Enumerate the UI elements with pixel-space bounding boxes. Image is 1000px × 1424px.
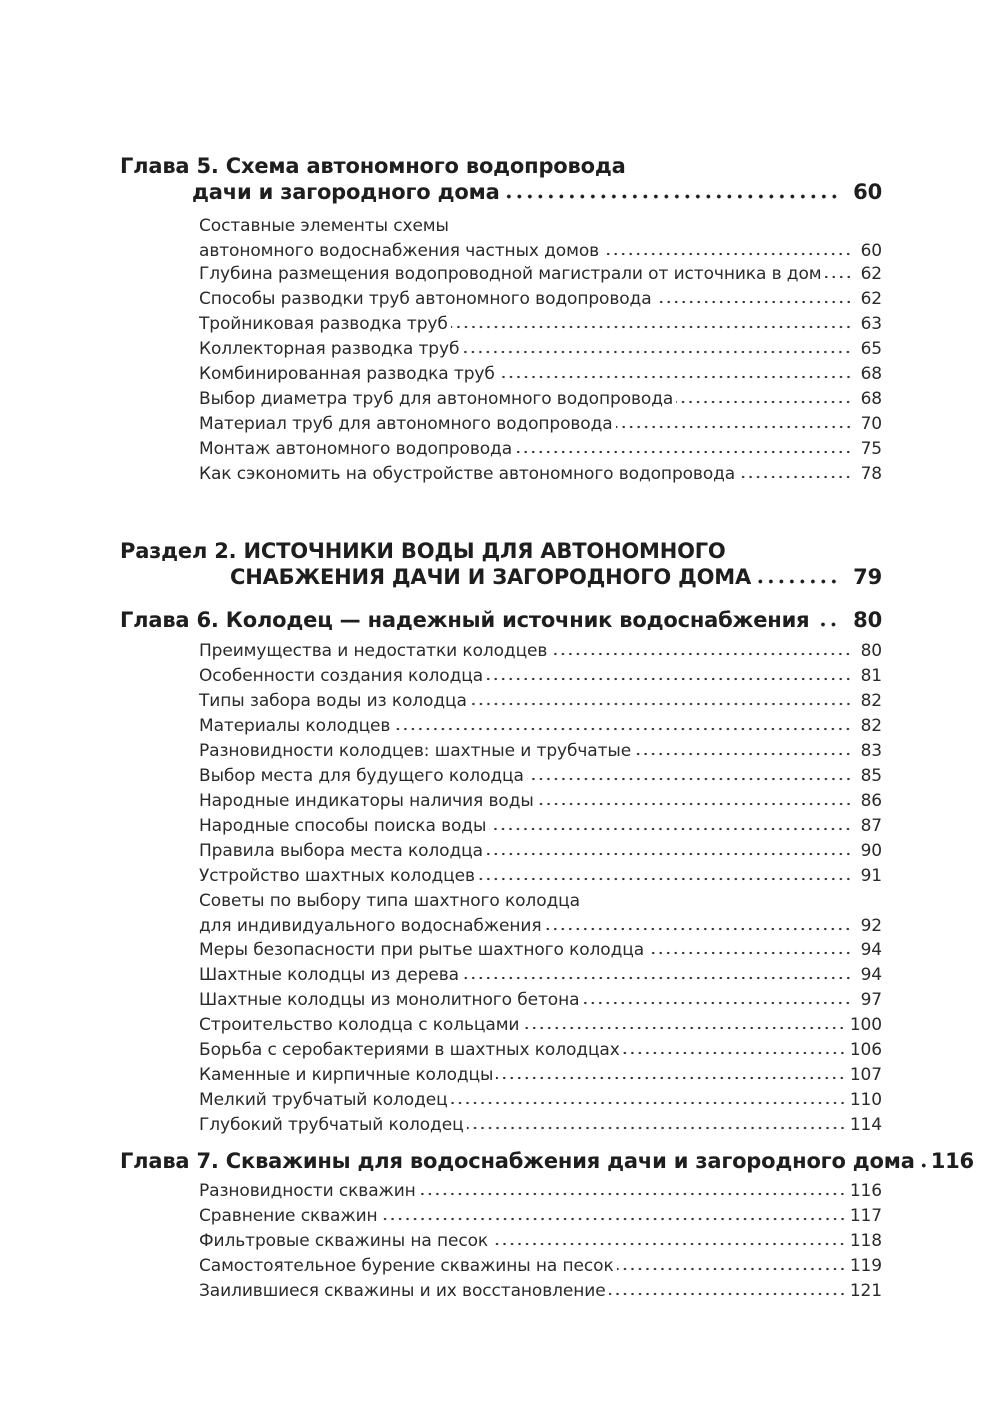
entry-page: 94 [860,940,882,960]
entry-title: Глубокий трубчатый колодец [199,1115,464,1135]
entry-page: 63 [860,314,882,334]
entry-page: 87 [860,816,882,836]
entry-title: Материалы колодцев [199,716,391,736]
toc-entry[interactable] [199,988,882,1013]
entry-page: 82 [860,691,882,711]
entry-page: 92 [860,916,882,936]
entry-title: Преимущества и недостатки колодцев [199,641,548,661]
section-2-title-line1: Раздел 2. ИСТОЧНИКИ ВОДЫ ДЛЯ АВТОНОМНОГО [120,539,726,563]
toc-entry[interactable] [199,1063,882,1088]
entry-title: Коллекторная разводка труб [199,339,460,359]
entry-page: 91 [860,866,882,886]
dot-leader [825,275,853,279]
entry-page: 107 [849,1065,882,1085]
entry-title: Глубина размещения водопроводной магистрали от источника в дом [199,264,822,284]
entry-title: Устройство шахтных колодцев [199,866,475,886]
toc-entry[interactable] [199,1013,882,1038]
dot-leader [462,976,852,980]
chapter-5-title-line2: дачи и загородного дома [192,180,500,204]
toc-entry[interactable] [199,262,882,287]
entry-title: Правила выбора места колодца [199,841,483,861]
dot-leader [467,1126,846,1130]
entry-page: 80 [860,641,882,661]
entry-page: 65 [860,339,882,359]
dot-leader [609,1292,846,1296]
entry-page: 60 [860,241,882,261]
chapter-5-title-line1: Глава 5. Схема автономного водопровода [120,154,626,178]
dot-leader [486,852,852,856]
toc-entry[interactable] [199,362,882,387]
entry-title: Каменные и кирпичные колодцы [199,1065,494,1085]
dot-leader [486,677,852,681]
dot-leader [470,702,852,706]
entry-title: Самостоятельное бурение скважины на песок [199,1256,614,1276]
toc-entry[interactable] [199,1113,882,1138]
toc-entry[interactable] [199,437,882,462]
entry-title: Выбор места для будущего колодца [199,766,524,786]
dot-leader [393,727,852,731]
entry-title: Меры безопасности при рытье шахтного колодца [199,940,645,960]
entry-title: Сравнение скважин [199,1206,378,1226]
dot-leader [582,1001,852,1005]
entry-page: 82 [860,716,882,736]
toc-entry[interactable] [199,664,882,689]
entry-title: Заилившиеся скважины и их восстановление [199,1281,606,1301]
section-2-page: 79 [853,565,882,589]
entry-title: Особенности создания колодца [199,666,484,686]
toc-entry[interactable] [199,387,882,412]
entry-page: 85 [860,766,882,786]
dot-leader [506,194,840,199]
toc-entry[interactable] [199,789,882,814]
entry-page: 94 [860,965,882,985]
chapter-5-heading[interactable] [120,153,882,205]
chapter-6-title: Глава 6. Колодец — надежный источник водоснабжения [120,608,810,632]
chapter-6-heading[interactable] [120,607,882,633]
toc-entry[interactable] [199,714,882,739]
entry-page: 110 [849,1090,882,1110]
entry-title: Материал труб для автономного водопровода [199,414,613,434]
dot-leader [550,652,852,656]
toc-entry[interactable] [199,689,882,714]
entry-page: 81 [860,666,882,686]
toc-entry[interactable] [199,412,882,437]
chapter-7-heading[interactable] [120,1148,974,1174]
entry-title: Типы забора воды из колодца [199,691,467,711]
dot-leader [478,877,852,881]
toc-entry[interactable] [199,1204,882,1229]
dot-leader [623,1051,846,1055]
toc-entry[interactable] [199,764,882,789]
entry-title: Как сэкономить на обустройстве автономного водопровода [199,464,736,484]
toc-entry[interactable] [199,814,882,839]
entry-page: 70 [860,414,882,434]
toc-entry[interactable] [199,1279,882,1304]
entry-page: 106 [849,1040,882,1060]
dot-leader [921,1163,929,1168]
entry-page: 68 [860,364,882,384]
entry-title-line1: Советы по выбору типа шахтного колодца [199,891,580,911]
dot-leader [634,752,852,756]
entry-title: для индивидуального водоснабжения [199,916,542,936]
dot-leader [489,827,852,831]
toc-entry[interactable] [199,1038,882,1063]
entry-title-line1: Составные элементы схемы [199,216,449,236]
dot-leader [462,350,852,354]
dot-leader [498,375,852,379]
toc-entry[interactable] [199,889,882,939]
toc-entry[interactable] [199,214,882,264]
section-2-title-line2: СНАБЖЕНИЯ ДАЧИ И ЗАГОРОДНОГО ДОМА [230,565,752,589]
dot-leader [544,927,852,931]
dot-leader [815,622,839,627]
entry-page: 62 [860,289,882,309]
dot-leader [617,1267,846,1271]
entry-page: 83 [860,741,882,761]
chapter-5-page: 60 [853,180,882,204]
dot-leader [419,1192,846,1196]
toc-entry[interactable] [199,287,882,312]
toc-entry[interactable] [199,739,882,764]
dot-leader [616,425,852,429]
entry-page: 86 [860,791,882,811]
entry-page: 114 [849,1115,882,1135]
entry-title: Мелкий трубчатый колодец [199,1090,448,1110]
toc-entry[interactable] [199,462,882,487]
chapter-6-page: 80 [853,608,882,632]
dot-leader [491,1242,846,1246]
toc-entry[interactable] [199,312,882,337]
dot-leader [522,1026,845,1030]
dot-leader [676,400,852,404]
dot-leader [738,475,852,479]
entry-title: Способы разводки труб автономного водопровода [199,289,652,309]
dot-leader [647,951,852,955]
entry-page: 78 [860,464,882,484]
dot-leader [655,300,852,304]
entry-page: 75 [860,439,882,459]
dot-leader [451,325,852,329]
entry-page: 90 [860,841,882,861]
entry-page: 97 [860,990,882,1010]
entry-title: Строительство колодца с кольцами [199,1015,520,1035]
entry-title: Комбинированная разводка труб [199,364,495,384]
entry-title: Тройниковая разводка труб [199,314,448,334]
entry-title: Разновидности скважин [199,1181,416,1201]
dot-leader [602,252,852,256]
entry-page: 121 [849,1281,882,1301]
dot-leader [381,1217,846,1221]
entry-page: 117 [849,1206,882,1226]
entry-title: Монтаж автономного водопровода [199,439,513,459]
entry-title: Шахтные колодцы из дерева [199,965,459,985]
entry-title: Фильтровые скважины на песок [199,1231,489,1251]
entry-title: Выбор диаметра труб для автономного водопровода [199,389,674,409]
dot-leader [527,777,852,781]
entry-page: 118 [849,1231,882,1251]
dot-leader [515,450,852,454]
chapter-7-title: Глава 7. Скважины для водоснабжения дачи и загородного дома [120,1149,915,1173]
entry-title: Шахтные колодцы из монолитного бетона [199,990,580,1010]
toc-entry[interactable] [199,337,882,362]
toc-entry[interactable] [199,1254,882,1279]
toc-entry[interactable] [199,864,882,889]
section-2-heading[interactable] [120,538,882,590]
entry-title: Народные способы поиска воды [199,816,487,836]
toc-entry[interactable] [199,1088,882,1113]
dot-leader [537,802,852,806]
dot-leader [451,1101,846,1105]
entry-page: 68 [860,389,882,409]
entry-title: Разновидности колодцев: шахтные и трубчатые [199,741,632,761]
toc-entry[interactable] [199,1229,882,1254]
toc-entry[interactable] [199,839,882,864]
toc-entry[interactable] [199,639,882,664]
entry-page: 116 [849,1181,882,1201]
entry-page: 119 [849,1256,882,1276]
toc-entry[interactable] [199,1179,882,1204]
entry-title: автономного водоснабжения частных домов [199,241,600,261]
entry-title: Борьба с серобактериями в шахтных колодцах [199,1040,620,1060]
toc-entry[interactable] [199,963,882,988]
chapter-7-page: 116 [930,1149,974,1173]
dot-leader [757,579,839,584]
toc-entry[interactable] [199,938,882,963]
entry-page: 100 [849,1015,882,1035]
dot-leader [496,1076,846,1080]
entry-page: 62 [860,264,882,284]
entry-title: Народные индикаторы наличия воды [199,791,534,811]
